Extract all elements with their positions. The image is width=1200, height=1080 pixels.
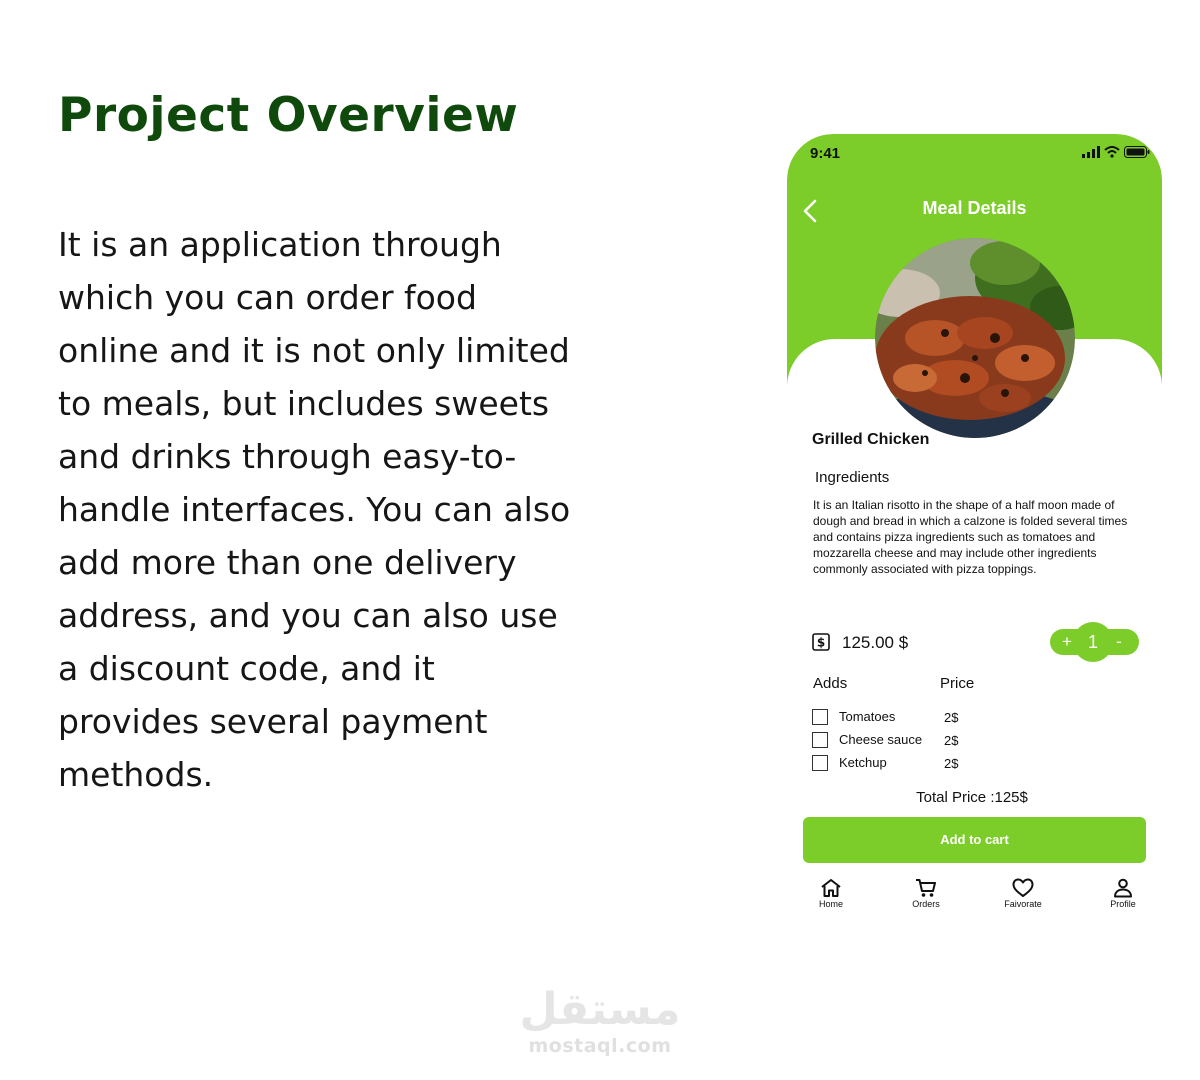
nav-favorite[interactable] [988,878,1058,909]
watermark-latin: mostaql.com [528,1035,672,1057]
meal-name: Grilled Chicken [812,431,930,448]
add-option-price: 2$ [944,756,959,771]
add-option-row [812,754,959,772]
quantity-decrease-button[interactable]: - [1116,632,1122,651]
nav-profile-label: Profile [1110,899,1136,909]
signal-icon [1082,146,1100,158]
meal-price: 125.00 $ [842,633,909,652]
phone-mockup [787,134,1162,924]
add-to-cart-button[interactable]: Add to cart [803,817,1146,863]
watermark-arabic: مستقل [519,984,681,1035]
add-option-price: 2$ [944,710,959,725]
ingredients-heading: Ingredients [815,469,890,486]
screen-title: Meal Details [922,198,1027,218]
add-option-row [812,708,959,726]
watermark-logo [510,985,690,1057]
add-option-price: 2$ [944,733,959,748]
add-option-checkbox[interactable] [812,709,828,725]
svg-text:$: $ [816,635,826,650]
total-price: Total Price :125$ [916,789,1028,806]
adds-header: Adds [813,675,848,692]
meal-photo [875,238,1075,438]
add-option-checkbox[interactable] [812,732,828,748]
profile-icon [1112,878,1134,898]
dollar-icon [812,633,830,651]
nav-profile[interactable] [1088,878,1158,909]
heart-icon [1012,878,1034,898]
wifi-icon [1104,146,1120,158]
cart-icon [915,878,937,898]
nav-orders-label: Orders [912,899,940,909]
quantity-value: 1 [1073,622,1113,662]
add-option-name: Tomatoes [839,709,896,724]
overview-title: Project Overview [58,88,519,143]
add-option-row [812,731,959,749]
ingredients-description: It is an Italian risotto in the shape of a half moon made of dough and bread in which a calzone is folded several times and contains pizza ingredients such as tomatoes and mozzarella cheese and may include other ingredients commonly associated with pizza toppings. [813,498,1128,576]
nav-home-label: Home [818,899,843,909]
nav-home[interactable] [796,878,866,909]
status-time: 9:41 [810,145,841,162]
add-option-name: Cheese sauce [839,732,923,747]
add-option-name: Ketchup [839,755,887,770]
add-option-checkbox[interactable] [812,755,828,771]
nav-favorite-label: Faivorate [1004,899,1042,909]
home-icon [820,878,842,898]
quantity-increase-button[interactable]: + [1062,632,1072,651]
status-icons [1082,146,1150,158]
nav-orders[interactable] [891,878,961,909]
battery-icon [1124,146,1150,158]
overview-description: It is an application through which you can order food online and it is not only limited to meals, but includes sweets and drinks through easy-to-handle interfaces. You can also add more than one delivery address, and you can also use a discount code, and it provides several payment methods. [58,225,571,794]
price-header: Price [940,675,975,692]
